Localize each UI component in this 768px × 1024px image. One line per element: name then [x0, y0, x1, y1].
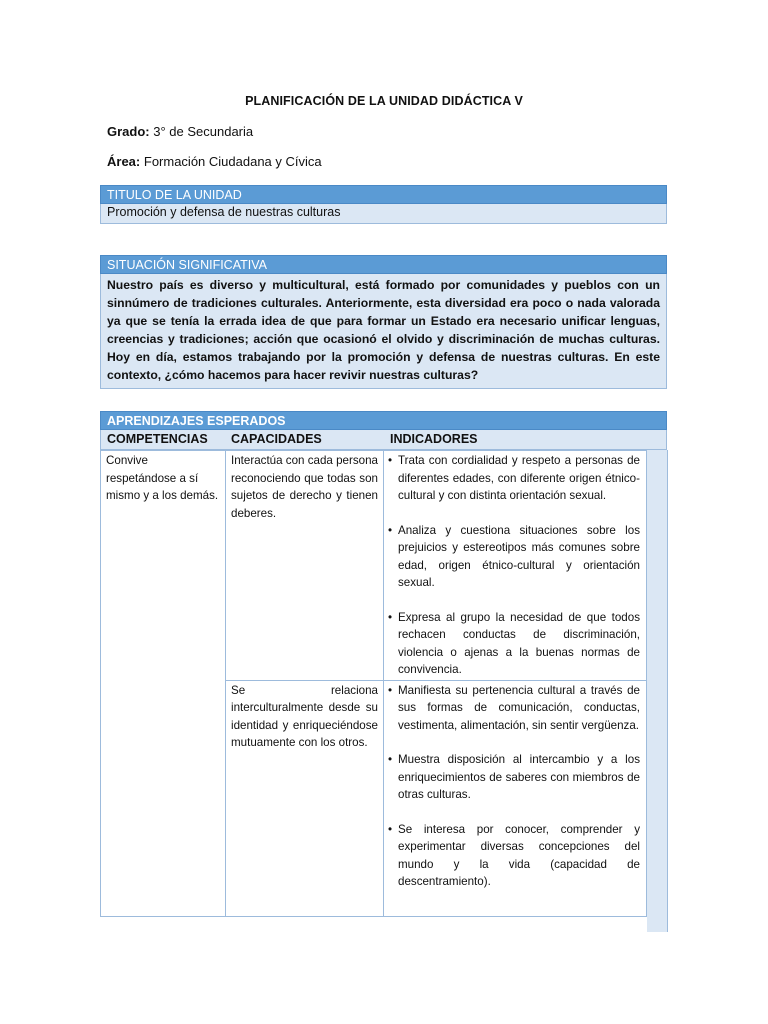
area-value: Formación Ciudadana y Cívica — [143, 154, 322, 169]
column-indicadores: INDICADORES — [390, 432, 478, 446]
side-strip-bottom — [647, 695, 668, 932]
indicator-item: • Trata con cordialidad y respeto a personas de diferentes edades, con diferente origen étnico-cultural y con distinta orientación sexual. — [388, 454, 640, 502]
indicadores-cell — [384, 680, 647, 916]
aprendizajes-table — [100, 450, 647, 917]
competencia-cell — [101, 451, 226, 917]
titulo-unidad-value: Promoción y defensa de nuestras culturas — [100, 204, 667, 224]
capacidad-cell — [226, 680, 384, 916]
titulo-unidad-header: TITULO DE LA UNIDAD — [100, 185, 667, 204]
table-row — [101, 451, 647, 681]
titulo-unidad-section — [100, 185, 667, 224]
indicator-item: • Expresa al grupo la necesidad de que todos rechacen conductas de discriminación, violencia o ajenas a la buenas normas de convivencia. — [388, 610, 640, 676]
capacidad-text: Se relaciona interculturalmente desde su identidad y enriqueciéndose mutuamente con los otros. — [231, 683, 378, 749]
situacion-text: Nuestro país es diverso y multicultural, está formado por comunidades y pueblos con un sinnúmero de tradiciones culturales. Anteriormente, esta diversidad era poco o nada valorada ya que se tenía la errada idea de que para formar un Estado era necesario unificar lenguas, creencias y tradiciones; acción que ocasionó el olvido y discriminación de muchas culturas. Hoy en día, estamos trabajando por la promoción y defensa de nuestras culturas. En este contexto, ¿cómo hacemos para hacer revivir nuestras culturas? — [100, 274, 667, 389]
indicator-item: • Muestra disposición al intercambio y a los enriquecimientos de saberes con miembros de otras culturas. — [388, 753, 640, 801]
situacion-header: SITUACIÓN SIGNIFICATIVA — [100, 255, 667, 274]
grado-label: Grado: — [107, 124, 150, 139]
columns-header-row — [100, 430, 667, 450]
grado-value: 3° de Secundaria — [153, 124, 254, 139]
column-capacidades: CAPACIDADES — [231, 432, 322, 446]
aprendizajes-section — [100, 411, 667, 450]
capacidad-cell — [226, 451, 384, 681]
area-line — [107, 154, 322, 169]
indicator-item: • Se interesa por conocer, comprender y experimentar diversas concepciones del mundo y la vida (capacidad de descentramiento). — [388, 822, 640, 888]
document-title: PLANIFICACIÓN DE LA UNIDAD DIDÁCTICA V — [245, 94, 523, 108]
area-label: Área: — [107, 154, 141, 169]
capacidad-text: Interactúa con cada persona reconociendo que todas son sujetos de derecho y tienen deberes. — [231, 454, 378, 520]
indicator-item: • Analiza y cuestiona situaciones sobre los prejuicios y estereotipos más comunes sobre edad, origen étnico-cultural y orientación sexual. — [388, 523, 640, 589]
side-strip-top — [647, 450, 668, 695]
indicator-item: • Manifiesta su pertenencia cultural a través de sus formas de comunicación, conductas, vestimenta, alimentación, sin sentir vergüenza. — [388, 683, 640, 732]
column-competencias: COMPETENCIAS — [107, 432, 208, 446]
aprendizajes-header: APRENDIZAJES ESPERADOS — [100, 411, 667, 430]
indicadores-cell — [384, 451, 647, 681]
situacion-section — [100, 255, 667, 389]
competencia-text: Convive respetándose a sí mismo y a los demás. — [106, 454, 219, 502]
grado-line — [107, 124, 253, 139]
